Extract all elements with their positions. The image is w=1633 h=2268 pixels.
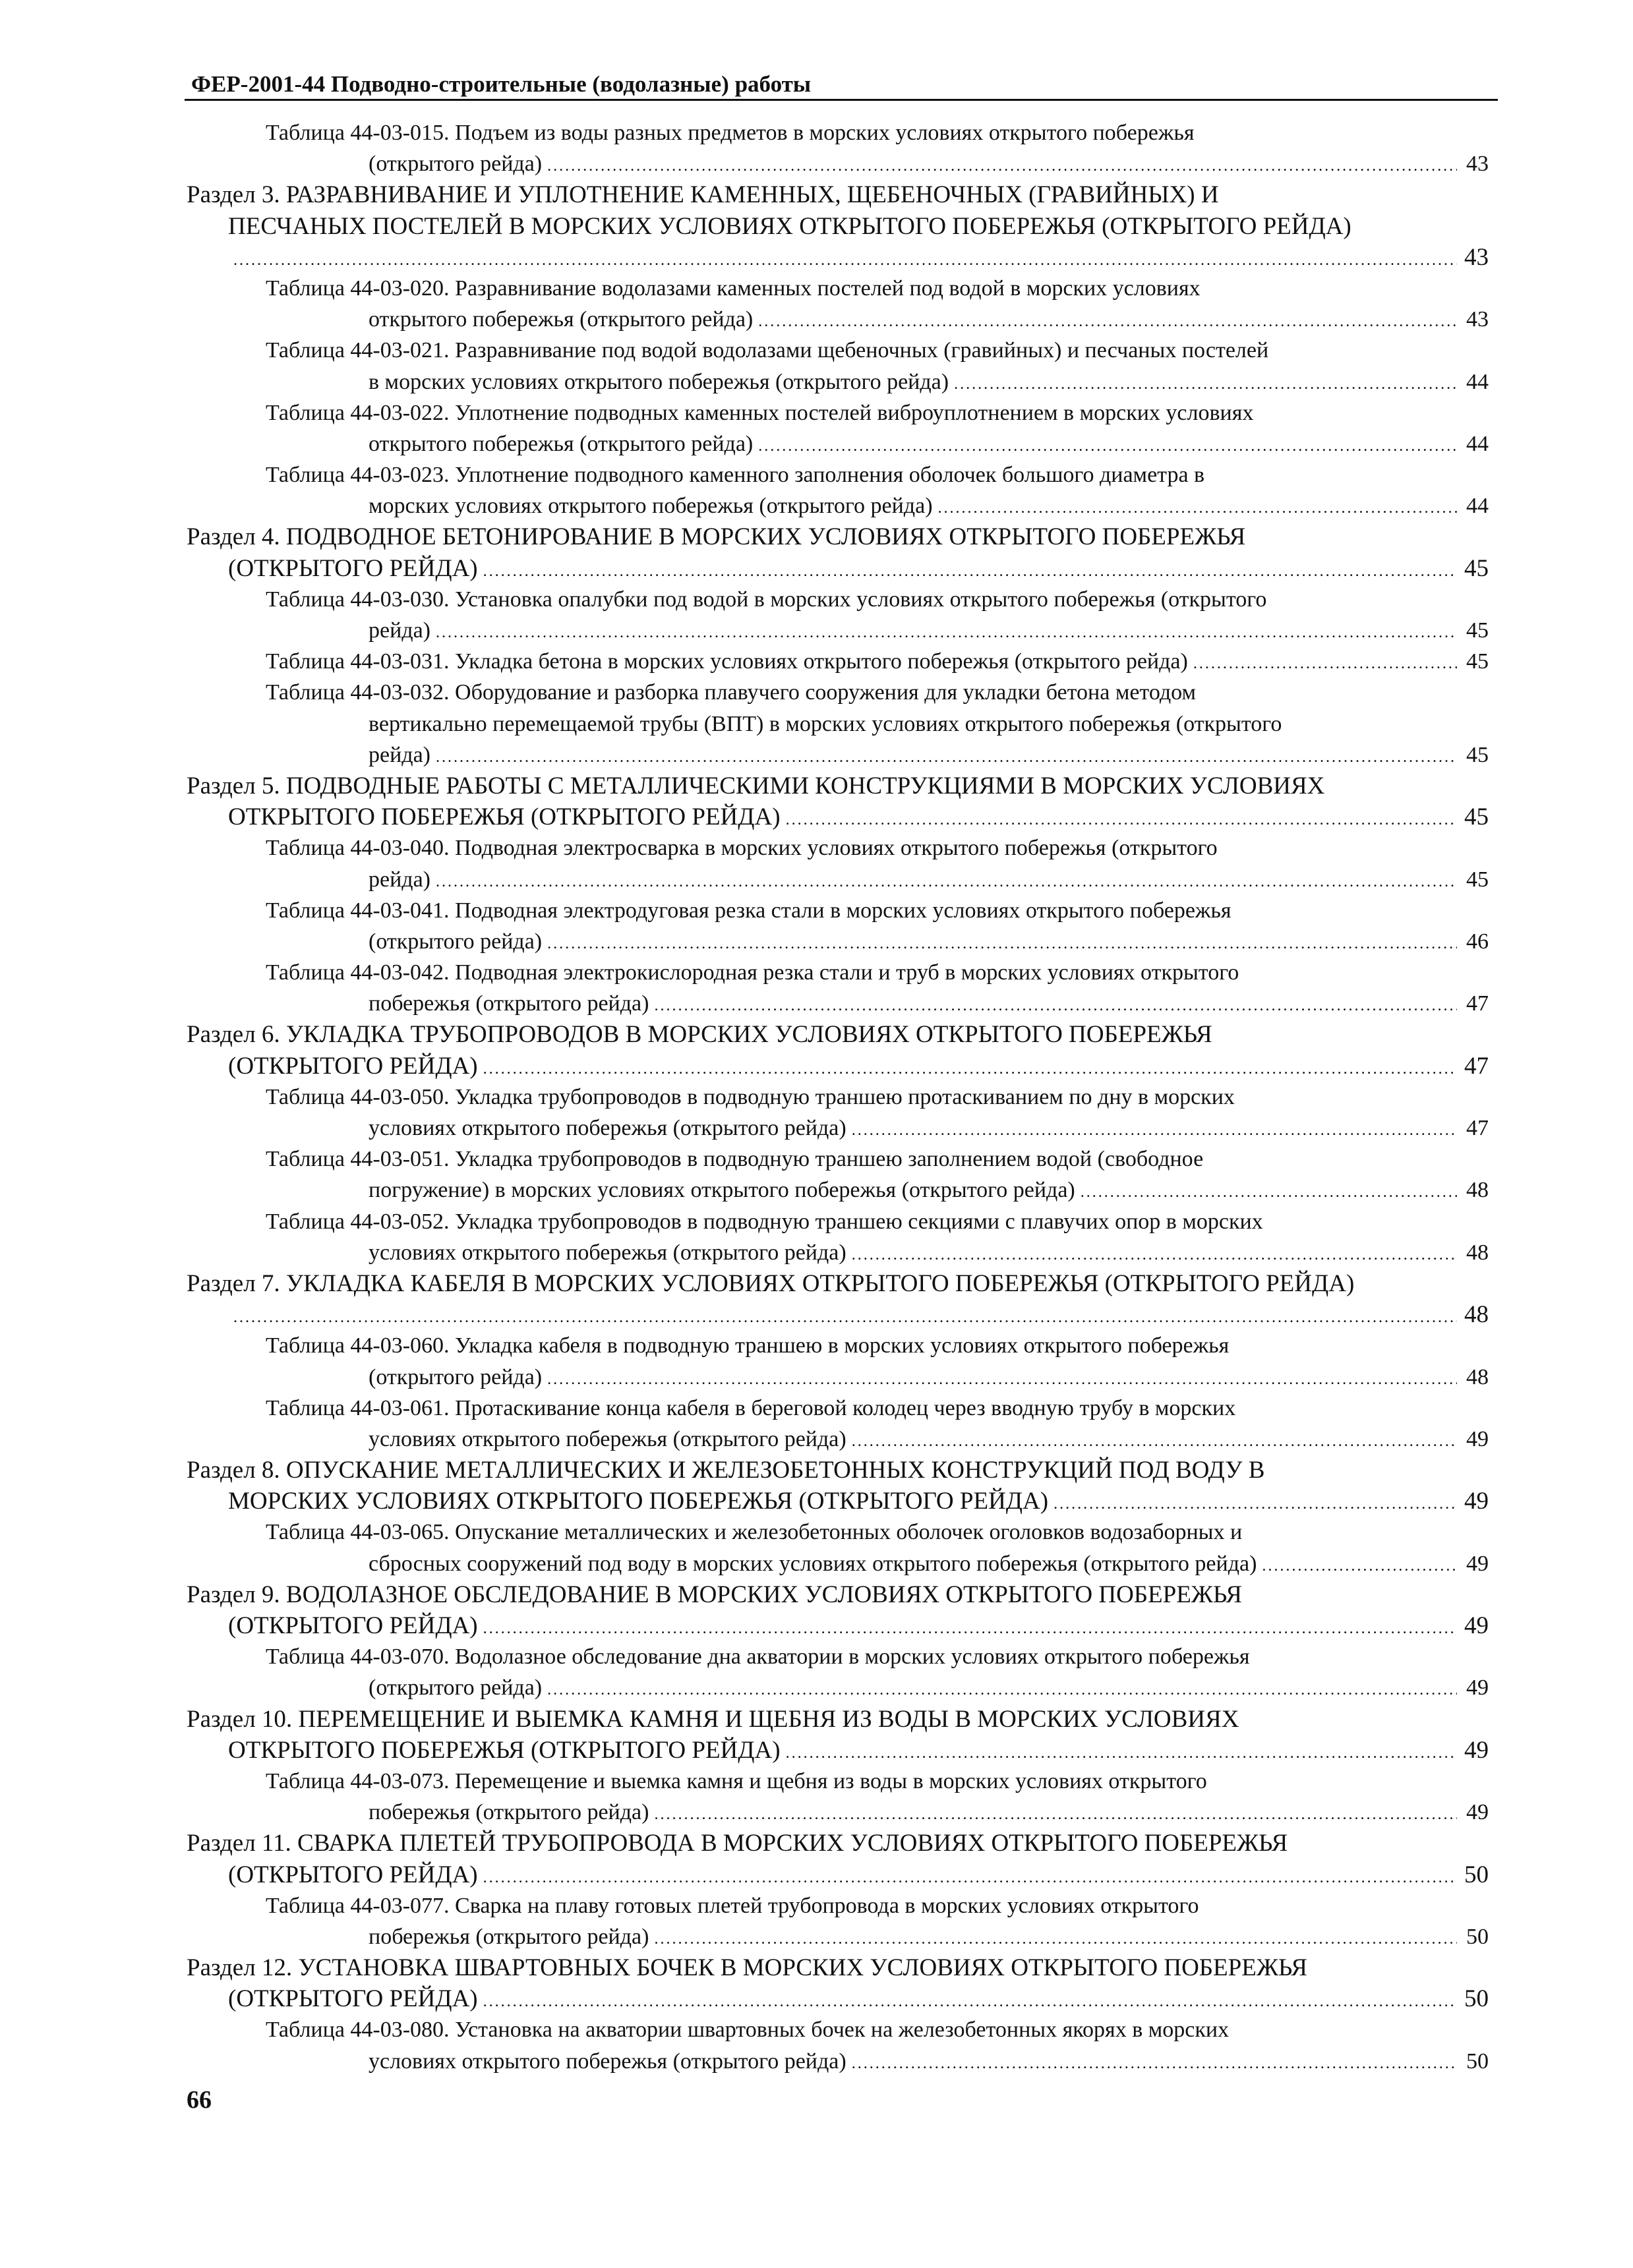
toc-page-number: 50 — [1464, 1985, 1489, 2013]
page-number: 66 — [187, 2086, 212, 2114]
toc-entry-line — [187, 1579, 1489, 1610]
toc-entry-text: ОТКРЫТОГО ПОБЕРЕЖЬЯ (ОТКРЫТОГО РЕЙДА) — [228, 803, 781, 831]
toc-entry-line — [266, 709, 1489, 740]
toc-entry-line — [266, 926, 1489, 957]
toc-section-entry — [187, 1455, 1489, 1517]
dot-leader — [233, 1310, 1457, 1325]
toc-entry-line — [266, 1517, 1489, 1548]
toc-entry-text: побережья (открытого рейда) — [369, 1924, 649, 1949]
toc-entry-text: Таблица 44-03-031. Укладка бетона в морских условиях открытого побережья (открытого рейда) — [266, 649, 1188, 674]
toc-section-entry — [187, 1704, 1489, 1766]
dot-leader — [654, 998, 1457, 1014]
toc-entry-text: сбросных сооружений под воду в морских условиях открытого побережья (открытого рейда) — [369, 1551, 1257, 1576]
dot-leader — [852, 2056, 1457, 2072]
toc-entry-line — [266, 397, 1489, 428]
toc-entry-line — [266, 832, 1489, 863]
toc-table-entry — [266, 1517, 1489, 1579]
toc-entry-text: Таблица 44-03-051. Укладка трубопроводов в подводную траншею заполнением водой (свободное — [266, 1147, 1204, 1172]
toc-entry-text: (открытого рейда) — [369, 152, 543, 177]
toc-entry-line — [266, 1082, 1489, 1113]
dot-leader — [1193, 656, 1457, 672]
toc-table-entry — [266, 1890, 1489, 1952]
toc-page-number: 48 — [1466, 1240, 1489, 1265]
toc-entry-text: (ОТКРЫТОГО РЕЙДА) — [228, 1985, 478, 2013]
toc-entry-line — [266, 459, 1489, 490]
toc-table-entry — [266, 1641, 1489, 1703]
toc-page-number: 49 — [1466, 1675, 1489, 1701]
toc-entry-text: (открытого рейда) — [369, 1364, 543, 1389]
toc-entry-line — [266, 1237, 1489, 1268]
toc-entry-text: Раздел 12. УСТАНОВКА ШВАРТОВНЫХ БОЧЕК В МОРСКИХ УСЛОВИЯХ ОТКРЫТОГО ПОБЕРЕЖЬЯ — [187, 1954, 1307, 1982]
toc-page-number: 47 — [1466, 991, 1489, 1016]
toc-table-entry — [266, 1766, 1489, 1828]
toc-entry-line — [187, 1828, 1489, 1859]
toc-entry-line — [266, 584, 1489, 615]
toc-entry-line — [187, 1051, 1489, 1082]
toc-entry-text: МОРСКИХ УСЛОВИЯХ ОТКРЫТОГО ПОБЕРЕЖЬЯ (ОТКРЫТОГО РЕЙДА) — [228, 1488, 1049, 1515]
toc-page-number: 50 — [1466, 1924, 1489, 1949]
toc-entry-text: Раздел 8. ОПУСКАНИЕ МЕТАЛЛИЧЕСКИХ И ЖЕЛЕЗОБЕТОННЫХ КОНСТРУКЦИЙ ПОД ВОДУ В — [187, 1457, 1265, 1484]
toc-table-entry — [266, 2014, 1489, 2076]
toc-entry-text: Раздел 11. СВАРКА ПЛЕТЕЙ ТРУБОПРОВОДА В МОРСКИХ УСЛОВИЯХ ОТКРЫТОГО ПОБЕРЕЖЬЯ — [187, 1830, 1288, 1857]
toc-page-number: 45 — [1464, 554, 1489, 582]
dot-leader — [1081, 1184, 1457, 1200]
toc-entry-text: Таблица 44-03-023. Уплотнение подводного каменного заполнения оболочек большого диаметра в — [266, 463, 1205, 488]
toc-entry-line — [187, 1983, 1489, 2014]
toc-entry-line — [266, 1890, 1489, 1921]
toc-page-number: 43 — [1466, 307, 1489, 332]
dot-leader — [654, 1807, 1457, 1822]
toc-entry-text: ПЕСЧАНЫХ ПОСТЕЛЕЙ В МОРСКИХ УСЛОВИЯХ ОТКРЫТОГО ПОБЕРЕЖЬЯ (ОТКРЫТОГО РЕЙДА) — [228, 212, 1351, 240]
toc-entry-text: (открытого рейда) — [369, 1675, 543, 1701]
dot-leader — [547, 1372, 1457, 1387]
toc-entry-text: рейда) — [369, 618, 431, 643]
dot-leader — [436, 625, 1457, 641]
toc-entry-text: (открытого рейда) — [369, 929, 543, 954]
toc-entry-text: Таблица 44-03-021. Разравнивание под водой водолазами щебеночных (гравийных) и песчаных постелей — [266, 338, 1269, 363]
dot-leader — [852, 1434, 1457, 1449]
toc-table-entry — [266, 1330, 1489, 1392]
toc-page-number: 43 — [1464, 243, 1489, 271]
toc-entry-line — [266, 895, 1489, 926]
toc-page-number: 47 — [1464, 1052, 1489, 1080]
toc-entry-text: рейда) — [369, 742, 431, 767]
dot-leader — [483, 1621, 1457, 1637]
toc-entry-line — [266, 1672, 1489, 1703]
toc-section-entry — [187, 521, 1489, 583]
toc-entry-line — [187, 1952, 1489, 1983]
toc-entry-line — [266, 1330, 1489, 1361]
toc-page-number: 49 — [1464, 1612, 1489, 1639]
toc-entry-text: вертикально перемещаемой трубы (ВПТ) в морских условиях открытого побережья (открытого — [369, 711, 1282, 736]
toc-entry-text: (ОТКРЫТОГО РЕЙДА) — [228, 554, 478, 582]
toc-entry-text: Раздел 7. УКЛАДКА КАБЕЛЯ В МОРСКИХ УСЛОВИЯХ ОТКРЫТОГО ПОБЕРЕЖЬЯ (ОТКРЫТОГО РЕЙДА) — [187, 1269, 1355, 1297]
toc-entry-line — [266, 1921, 1489, 1952]
toc-entry-line — [266, 1113, 1489, 1144]
table-of-contents — [0, 117, 1633, 2077]
toc-entry-line — [187, 801, 1489, 832]
toc-entry-text: Таблица 44-03-052. Укладка трубопроводов в подводную траншею секциями с плавучих опор в морских — [266, 1209, 1263, 1234]
toc-page-number: 49 — [1464, 1488, 1489, 1515]
toc-entry-text: Таблица 44-03-080. Установка на акватории швартовных бочек на железобетонных якорях в морских — [266, 2018, 1230, 2043]
toc-entry-line — [266, 740, 1489, 771]
toc-entry-text: побережья (открытого рейда) — [369, 991, 649, 1016]
toc-entry-text: погружение) в морских условиях открытого побережья (открытого рейда) — [369, 1178, 1075, 1203]
toc-table-entry — [266, 397, 1489, 459]
toc-page-number: 45 — [1466, 867, 1489, 892]
toc-entry-line — [266, 615, 1489, 646]
toc-entry-text: условиях открытого побережья (открытого рейда) — [369, 1240, 846, 1265]
toc-entry-text: Таблица 44-03-070. Водолазное обследование дна акватории в морских условиях открытого побережья — [266, 1644, 1250, 1670]
dot-leader — [852, 1122, 1457, 1138]
toc-page-number: 49 — [1464, 1736, 1489, 1764]
toc-table-entry — [266, 1144, 1489, 1206]
toc-table-entry — [266, 1082, 1489, 1144]
toc-entry-line — [266, 2046, 1489, 2077]
toc-entry-text: Раздел 4. ПОДВОДНОЕ БЕТОНИРОВАНИЕ В МОРСКИХ УСЛОВИЯХ ОТКРЫТОГО ПОБЕРЕЖЬЯ — [187, 523, 1246, 551]
dot-leader — [547, 1682, 1457, 1698]
toc-section-entry — [187, 1019, 1489, 1081]
toc-page-number: 45 — [1464, 803, 1489, 831]
toc-entry-text: Раздел 6. УКЛАДКА ТРУБОПРОВОДОВ В МОРСКИХ УСЛОВИЯХ ОТКРЫТОГО ПОБЕРЕЖЬЯ — [187, 1021, 1212, 1049]
dot-leader — [852, 1247, 1457, 1263]
toc-entry-line — [187, 1299, 1489, 1330]
dot-leader — [233, 252, 1457, 268]
dot-leader — [436, 749, 1457, 765]
toc-entry-line — [187, 1859, 1489, 1890]
toc-entry-text: Таблица 44-03-065. Опускание металлических и железобетонных оболочек оголовков водозаборных и — [266, 1520, 1243, 1545]
toc-table-entry — [266, 832, 1489, 894]
toc-entry-text: Таблица 44-03-022. Уплотнение подводных каменных постелей виброуплотнением в морских условиях — [266, 400, 1254, 425]
toc-entry-text: Таблица 44-03-073. Перемещение и выемка камня и щебня из воды в морских условиях открытого — [266, 1768, 1207, 1793]
toc-table-entry — [266, 895, 1489, 957]
toc-entry-line — [266, 273, 1489, 304]
toc-entry-line — [187, 1704, 1489, 1735]
dot-leader — [1262, 1558, 1457, 1574]
toc-section-entry — [187, 1952, 1489, 2014]
toc-entry-text: Раздел 3. РАЗРАВНИВАНИЕ И УПЛОТНЕНИЕ КАМЕННЫХ, ЩЕБЕНОЧНЫХ (ГРАВИЙНЫХ) И — [187, 181, 1219, 209]
toc-entry-line — [266, 490, 1489, 521]
toc-section-entry — [187, 179, 1489, 273]
toc-entry-line — [266, 335, 1489, 366]
toc-entry-line — [187, 179, 1489, 210]
toc-entry-text: Таблица 44-03-060. Укладка кабеля в подводную траншею в морских условиях открытого побережья — [266, 1333, 1230, 1358]
toc-entry-text: условиях открытого побережья (открытого рейда) — [369, 1116, 846, 1140]
toc-table-entry — [266, 117, 1489, 179]
toc-entry-line — [266, 304, 1489, 335]
toc-entry-text: условиях открытого побережья (открытого рейда) — [369, 1426, 846, 1451]
toc-entry-line — [187, 1735, 1489, 1766]
toc-entry-line — [266, 366, 1489, 397]
dot-leader — [547, 936, 1457, 952]
toc-section-entry — [187, 771, 1489, 832]
dot-leader — [483, 1061, 1457, 1077]
toc-entry-line — [266, 1548, 1489, 1579]
toc-entry-line — [266, 1362, 1489, 1393]
toc-page-number: 45 — [1466, 649, 1489, 674]
header-rule — [185, 99, 1498, 101]
toc-entry-line — [266, 1175, 1489, 1206]
toc-entry-line — [266, 1206, 1489, 1237]
dot-leader — [786, 1745, 1457, 1761]
toc-entry-text: открытого побережья (открытого рейда) — [369, 431, 754, 456]
toc-entry-line — [266, 864, 1489, 895]
dot-leader — [436, 874, 1457, 890]
toc-page-number: 44 — [1466, 369, 1489, 394]
toc-page-number: 44 — [1466, 494, 1489, 519]
toc-entry-text: Раздел 9. ВОДОЛАЗНОЕ ОБСЛЕДОВАНИЕ В МОРСКИХ УСЛОВИЯХ ОТКРЫТОГО ПОБЕРЕЖЬЯ — [187, 1581, 1242, 1608]
toc-table-entry — [266, 273, 1489, 335]
toc-entry-line — [187, 1019, 1489, 1050]
toc-entry-line — [187, 521, 1489, 552]
toc-entry-text: побережья (открытого рейда) — [369, 1800, 649, 1825]
toc-entry-line — [266, 957, 1489, 988]
toc-entry-line — [266, 1641, 1489, 1672]
toc-entry-line — [266, 988, 1489, 1019]
toc-entry-line — [266, 677, 1489, 708]
toc-page-number: 49 — [1466, 1551, 1489, 1576]
toc-table-entry — [266, 1393, 1489, 1455]
dot-leader — [786, 812, 1457, 828]
dot-leader — [483, 564, 1457, 579]
toc-entry-text: (ОТКРЫТОГО РЕЙДА) — [228, 1612, 478, 1639]
toc-entry-line — [266, 2014, 1489, 2045]
toc-table-entry — [266, 957, 1489, 1019]
toc-page-number: 45 — [1466, 742, 1489, 767]
toc-entry-line — [187, 771, 1489, 801]
toc-entry-text: Таблица 44-03-032. Оборудование и разборка плавучего сооружения для укладки бетона методом — [266, 680, 1197, 705]
dot-leader — [654, 1931, 1457, 1947]
toc-entry-line — [187, 1610, 1489, 1641]
toc-entry-text: (ОТКРЫТОГО РЕЙДА) — [228, 1052, 478, 1080]
toc-page-number: 43 — [1466, 152, 1489, 177]
toc-page-number: 46 — [1466, 929, 1489, 954]
toc-entry-line — [187, 553, 1489, 584]
dot-leader — [954, 376, 1457, 392]
toc-entry-line — [187, 1486, 1489, 1517]
toc-page-number: 48 — [1466, 1178, 1489, 1203]
toc-entry-text: рейда) — [369, 867, 431, 892]
toc-entry-line — [266, 428, 1489, 459]
toc-entry-line — [266, 117, 1489, 148]
toc-entry-text: Таблица 44-03-042. Подводная электрокислородная резка стали и труб в морских условиях открытого — [266, 960, 1239, 985]
dot-leader — [938, 500, 1457, 516]
toc-entry-text: Таблица 44-03-020. Разравнивание водолазами каменных постелей под водой в морских условиях — [266, 276, 1201, 301]
toc-section-entry — [187, 1579, 1489, 1641]
toc-table-entry — [266, 1206, 1489, 1268]
toc-entry-line — [266, 646, 1489, 677]
toc-entry-text: Таблица 44-03-041. Подводная электродуговая резка стали в морских условиях открытого побережья — [266, 898, 1232, 923]
toc-entry-line — [187, 242, 1489, 273]
toc-section-entry — [187, 1828, 1489, 1890]
toc-table-entry — [266, 459, 1489, 521]
toc-page-number: 47 — [1466, 1116, 1489, 1140]
toc-entry-text: Таблица 44-03-077. Сварка на плаву готовых плетей трубопровода в морских условиях открытого — [266, 1893, 1199, 1918]
toc-entry-text: Таблица 44-03-061. Протаскивание конца кабеля в береговой колодец через вводную трубу в морских — [266, 1395, 1236, 1420]
running-header: ФЕР-2001-44 Подводно-строительные (водолазные) работы — [191, 71, 812, 97]
toc-entry-line — [266, 1393, 1489, 1424]
toc-table-entry — [266, 584, 1489, 646]
toc-entry-line — [266, 148, 1489, 179]
toc-page-number: 45 — [1466, 618, 1489, 643]
toc-entry-text: Раздел 5. ПОДВОДНЫЕ РАБОТЫ С МЕТАЛЛИЧЕСКИМИ КОНСТРУКЦИЯМИ В МОРСКИХ УСЛОВИЯХ — [187, 772, 1325, 800]
toc-table-entry — [266, 646, 1489, 677]
toc-page-number: 48 — [1464, 1301, 1489, 1329]
toc-page-number: 50 — [1464, 1861, 1489, 1888]
dot-leader — [483, 1994, 1457, 2010]
toc-entry-line — [266, 1797, 1489, 1828]
toc-section-entry — [187, 1268, 1489, 1330]
toc-entry-text: Таблица 44-03-015. Подъем из воды разных предметов в морских условиях открытого побережья — [266, 121, 1195, 145]
toc-entry-text: открытого побережья (открытого рейда) — [369, 307, 754, 332]
toc-table-entry — [266, 677, 1489, 771]
toc-page-number: 49 — [1466, 1800, 1489, 1825]
toc-page-number: 49 — [1466, 1426, 1489, 1451]
toc-entry-text: условиях открытого побережья (открытого рейда) — [369, 2049, 846, 2074]
toc-entry-line — [187, 1455, 1489, 1486]
toc-entry-text: Раздел 10. ПЕРЕМЕЩЕНИЕ И ВЫЕМКА КАМНЯ И ЩЕБНЯ ИЗ ВОДЫ В МОРСКИХ УСЛОВИЯХ — [187, 1705, 1239, 1733]
dot-leader — [758, 314, 1457, 330]
toc-page-number: 50 — [1466, 2049, 1489, 2074]
toc-entry-line — [266, 1766, 1489, 1797]
toc-entry-line — [266, 1144, 1489, 1175]
toc-page-number: 44 — [1466, 431, 1489, 456]
toc-entry-text: морских условиях открытого побережья (открытого рейда) — [369, 494, 933, 519]
toc-entry-text: Таблица 44-03-050. Укладка трубопроводов в подводную траншею протаскиванием по дну в морских — [266, 1084, 1235, 1109]
toc-entry-text: в морских условиях открытого побережья (открытого рейда) — [369, 369, 949, 394]
toc-entry-line — [266, 1424, 1489, 1455]
toc-table-entry — [266, 335, 1489, 397]
toc-entry-text: Таблица 44-03-030. Установка опалубки под водой в морских условиях открытого побережья (открытого — [266, 587, 1267, 612]
toc-entry-line — [187, 1268, 1489, 1299]
toc-page-number: 48 — [1466, 1364, 1489, 1389]
toc-entry-text: ОТКРЫТОГО ПОБЕРЕЖЬЯ (ОТКРЫТОГО РЕЙДА) — [228, 1736, 781, 1764]
toc-entry-text: Таблица 44-03-040. Подводная электросварка в морских условиях открытого побережья (открытого — [266, 836, 1218, 861]
dot-leader — [547, 158, 1457, 174]
dot-leader — [758, 438, 1457, 454]
dot-leader — [1054, 1496, 1457, 1512]
toc-entry-line — [187, 211, 1489, 242]
toc-entry-text: (ОТКРЫТОГО РЕЙДА) — [228, 1861, 478, 1888]
dot-leader — [483, 1870, 1457, 1886]
